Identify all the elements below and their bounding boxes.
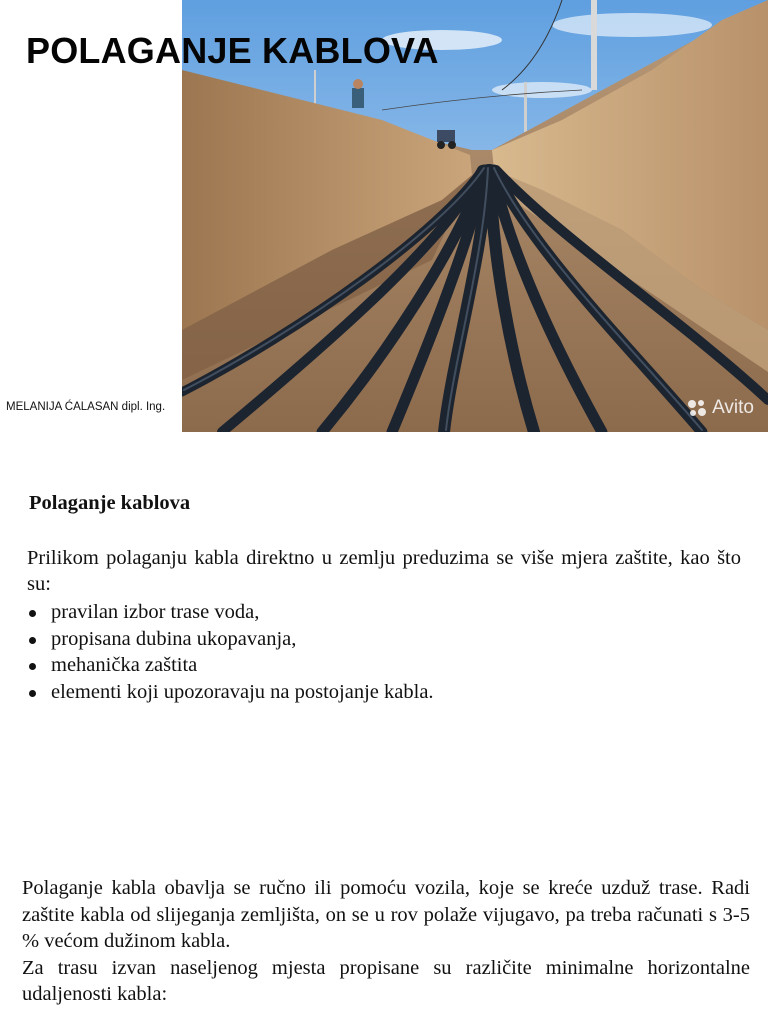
laying-paragraph — [22, 875, 750, 1008]
list-item: pravilan izbor trase voda, — [27, 599, 434, 626]
paragraph-line: zaštite kabla od slijeganja zemljišta, on se u rov polaže vijugavo, pa treba računati s 3-5 % većom dužinom kabla. — [22, 903, 750, 952]
list-item: mehanička zaštita — [27, 652, 434, 679]
bullet-icon — [29, 690, 36, 697]
bullet-icon — [29, 610, 36, 617]
paragraph-line: Za trasu izvan naseljenog mjesta propisane su različite minimalne horizontalne udaljenosti kabla: — [22, 956, 750, 1005]
watermark-text: Avito — [712, 397, 754, 418]
list-item: propisana dubina ukopavanja, — [27, 626, 434, 653]
author-credit: MELANIJA ĆALASAN dipl. Ing. — [6, 401, 166, 413]
paragraph-line: Polaganje kabla obavlja se ručno ili pomoću vozila, koje se kreće uzduž trase. Radi — [22, 877, 750, 899]
title-slide — [0, 0, 768, 432]
bullet-icon — [29, 637, 36, 644]
document-page — [0, 432, 768, 1024]
photo-watermark — [686, 397, 754, 419]
intro-paragraph: Prilikom polaganju kabla direktno u zemlju preduzima se više mjera zaštite, kao što su: — [27, 547, 741, 595]
list-item: elementi koji upozoravaju na postojanje kabla. — [27, 679, 434, 706]
avito-dots-icon — [686, 397, 708, 419]
slide-title: POLAGANJE KABLOVA — [26, 30, 439, 71]
protection-measures-list — [27, 599, 434, 705]
bullet-icon — [29, 663, 36, 670]
section-heading: Polaganje kablova — [29, 492, 191, 514]
